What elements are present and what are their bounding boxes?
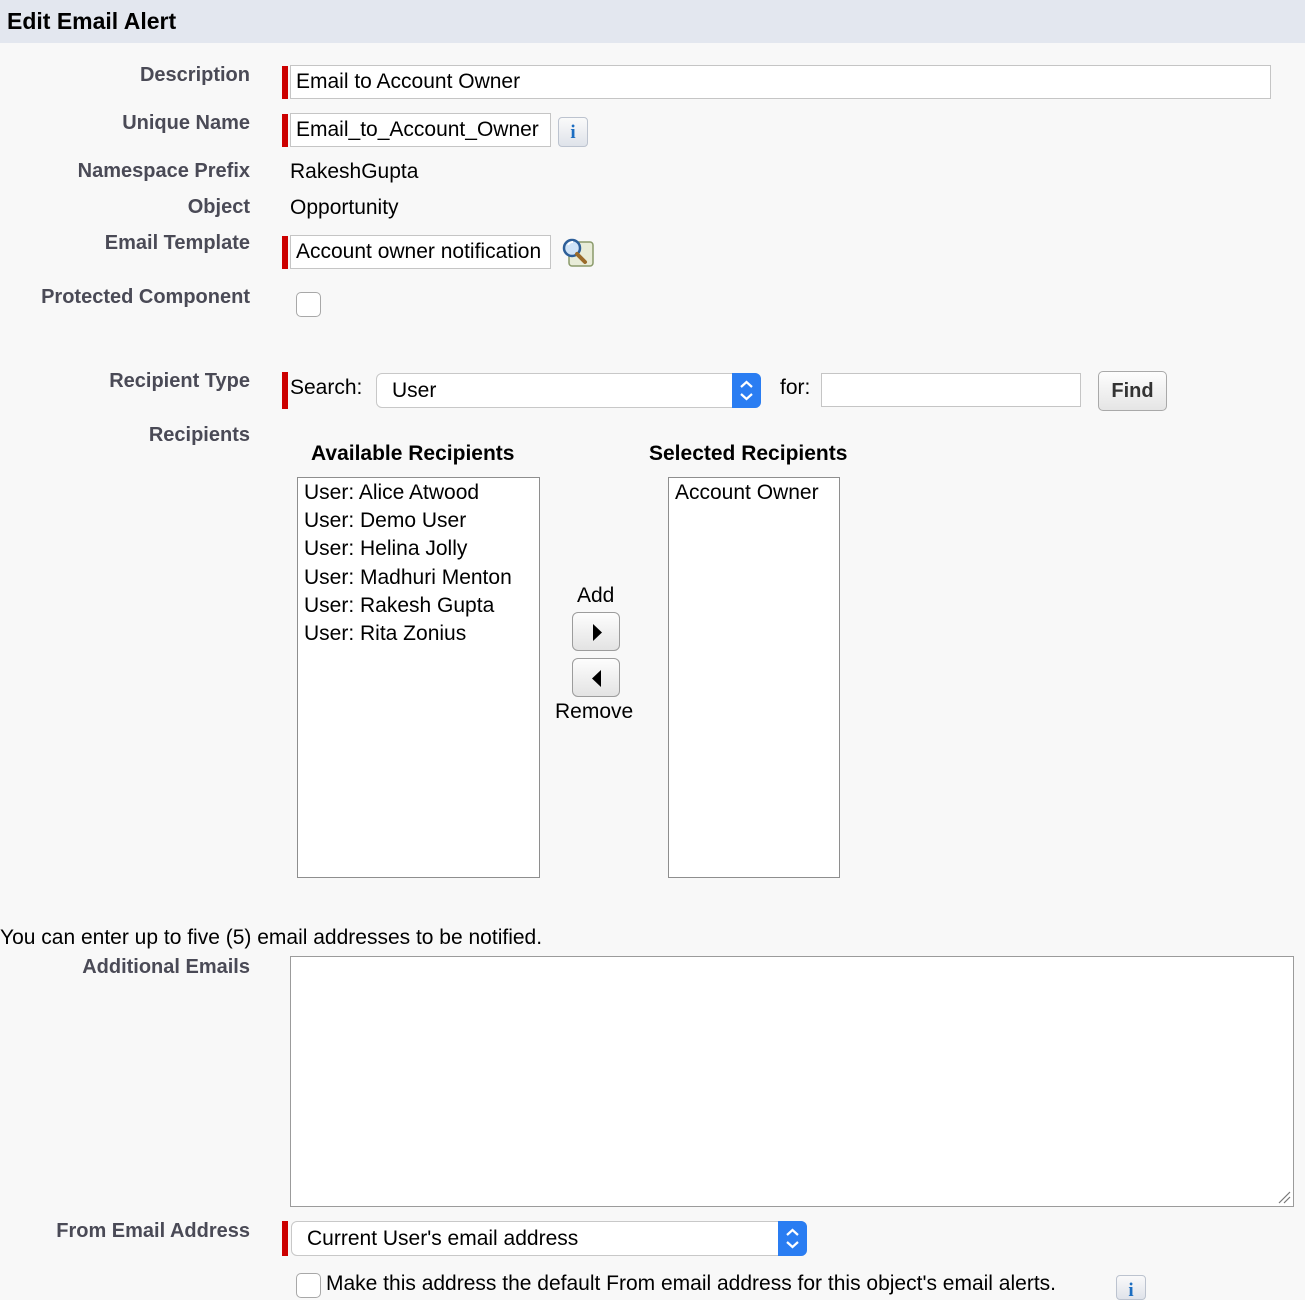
recipient-type-select-value: User [392, 379, 437, 402]
resize-grip-icon[interactable] [1277, 1190, 1291, 1204]
protected-component-checkbox[interactable] [296, 292, 321, 317]
additional-emails-note: You can enter up to five (5) email addresses to be notified. [0, 926, 543, 949]
required-indicator [282, 1221, 288, 1256]
recipient-type-label: Recipient Type [109, 370, 250, 392]
list-item[interactable]: Account Owner [675, 481, 819, 504]
email-template-input[interactable] [290, 235, 551, 269]
recipients-label: Recipients [148, 424, 250, 446]
default-from-address-label: Make this address the default From email address for this object's email alerts. [326, 1272, 1056, 1295]
protected-component-label: Protected Component [41, 286, 250, 308]
page-title: Edit Email Alert [7, 8, 177, 34]
add-label: Add [577, 584, 615, 607]
required-indicator [282, 114, 288, 147]
description-input[interactable] [290, 65, 1271, 99]
page-header [0, 0, 1305, 43]
unique-name-input[interactable] [290, 113, 551, 147]
from-email-label: From Email Address [56, 1220, 250, 1242]
right-arrow-icon [573, 613, 621, 652]
description-label: Description [139, 64, 250, 86]
recipient-search-input[interactable] [821, 373, 1081, 407]
remove-button[interactable] [572, 658, 620, 697]
required-indicator [282, 236, 288, 269]
list-item[interactable]: User: Rakesh Gupta [304, 593, 495, 617]
additional-emails-textarea[interactable] [290, 956, 1294, 1207]
unique-name-label: Unique Name [122, 112, 250, 134]
add-button[interactable] [572, 612, 620, 651]
list-item[interactable]: User: Helina Jolly [304, 537, 468, 561]
lookup-magnifier-icon[interactable] [560, 235, 596, 269]
email-template-label: Email Template [104, 232, 250, 254]
left-arrow-icon [573, 659, 621, 698]
available-recipients-heading: Available Recipients [311, 442, 515, 465]
object-label: Object [187, 196, 250, 218]
recipient-type-select[interactable] [376, 373, 761, 408]
default-from-address-checkbox[interactable] [296, 1273, 321, 1298]
required-indicator [282, 66, 288, 99]
from-email-select-value: Current User's email address [307, 1227, 579, 1250]
from-email-select[interactable] [291, 1221, 807, 1256]
up-down-chevron-icon [732, 373, 761, 408]
default-from-info-icon[interactable]: i [1116, 1275, 1146, 1300]
for-label: for: [780, 376, 811, 399]
list-item[interactable]: User: Demo User [304, 509, 467, 533]
additional-emails-label: Additional Emails [82, 956, 250, 978]
list-item[interactable]: User: Madhuri Menton [304, 565, 512, 589]
list-item[interactable]: User: Rita Zonius [304, 621, 467, 645]
selected-recipients-heading: Selected Recipients [649, 442, 848, 465]
required-indicator [282, 372, 288, 409]
search-label: Search: [290, 376, 363, 399]
namespace-prefix-value: RakeshGupta [290, 160, 419, 183]
unique-name-info-icon[interactable]: i [558, 117, 588, 147]
selected-recipients-list[interactable] [668, 477, 840, 878]
object-value: Opportunity [290, 196, 399, 219]
list-item[interactable]: User: Alice Atwood [304, 481, 480, 504]
available-recipients-list[interactable] [297, 477, 540, 878]
namespace-prefix-label: Namespace Prefix [77, 160, 250, 182]
remove-label: Remove [555, 700, 634, 723]
up-down-chevron-icon [778, 1221, 807, 1256]
find-button[interactable]: Find [1098, 371, 1167, 411]
